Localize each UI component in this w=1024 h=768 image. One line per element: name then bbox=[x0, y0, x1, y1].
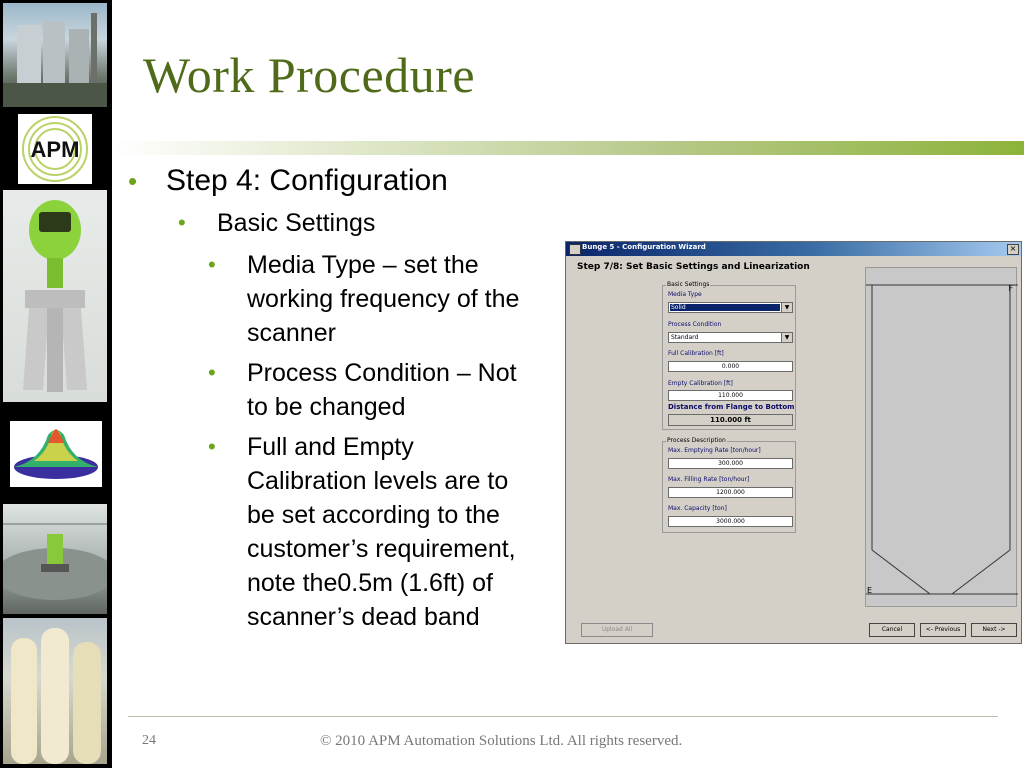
media-type-select[interactable] bbox=[668, 302, 793, 313]
full-calibration-label: Full Calibration [ft] bbox=[668, 350, 724, 357]
bullet-line: note the0.5m (1.6ft) of bbox=[247, 569, 493, 597]
chevron-down-icon[interactable]: ▼ bbox=[781, 333, 792, 342]
process-condition-label: Process Condition bbox=[668, 321, 722, 328]
bullet-icon: • bbox=[208, 360, 216, 385]
bullet-line: working frequency of the bbox=[247, 285, 520, 313]
filling-rate-input[interactable]: 1200.000 bbox=[668, 487, 793, 498]
copyright-notice: © 2010 APM Automation Solutions Ltd. All rights reserved. bbox=[320, 733, 683, 749]
silo-outline bbox=[866, 268, 1018, 608]
storage-silos-photo bbox=[3, 618, 107, 764]
bullet-basic-settings: Basic Settings bbox=[217, 209, 376, 237]
bullet-line: scanner’s dead band bbox=[247, 603, 480, 631]
apm-logo-text: APM bbox=[30, 137, 80, 162]
full-calibration-input[interactable]: 0.000 bbox=[668, 361, 793, 372]
process-description-group bbox=[662, 437, 796, 533]
bullet-icon: • bbox=[208, 434, 216, 459]
group-caption: Process Description bbox=[667, 437, 726, 444]
distance-value: 110.000 ft bbox=[668, 414, 793, 426]
empty-level-marker: E bbox=[867, 586, 873, 595]
distance-label: Distance from Flange to Bottom bbox=[668, 403, 795, 411]
scanner-device-photo bbox=[3, 190, 107, 402]
slide-title: Work Procedure bbox=[143, 47, 476, 103]
bullet-line: scanner bbox=[247, 319, 336, 347]
step-heading: Step 7/8: Set Basic Settings and Linearization bbox=[577, 262, 810, 272]
bullet-line: Calibration levels are to bbox=[247, 467, 509, 495]
silo-diagram bbox=[865, 267, 1017, 607]
capacity-label: Max. Capacity [ton] bbox=[668, 505, 727, 512]
capacity-input[interactable]: 3000.000 bbox=[668, 516, 793, 527]
3d-surface-plot-thumbnail bbox=[10, 421, 102, 487]
installed-scanner-photo bbox=[3, 504, 107, 614]
bullet-line: Full and Empty bbox=[247, 433, 414, 461]
filling-rate-label: Max. Filling Rate [ton/hour] bbox=[668, 476, 750, 483]
window-title: Bunge 5 - Configuration Wizard bbox=[582, 243, 706, 251]
bullet-icon: • bbox=[208, 252, 216, 277]
emptying-rate-label: Max. Emptying Rate [ton/hour] bbox=[668, 447, 761, 454]
silo-plant-photo bbox=[3, 3, 107, 107]
bullet-media-type bbox=[247, 248, 567, 350]
empty-calibration-label: Empty Calibration [ft] bbox=[668, 380, 733, 387]
previous-button[interactable]: <- Previous bbox=[920, 623, 966, 637]
process-condition-value: Standard bbox=[671, 334, 699, 341]
bullet-calibration-levels bbox=[247, 430, 567, 634]
app-icon bbox=[569, 244, 581, 255]
empty-calibration-input[interactable]: 110.000 bbox=[668, 390, 793, 401]
upload-all-button[interactable]: Upload All bbox=[581, 623, 653, 637]
emptying-rate-input[interactable]: 300.000 bbox=[668, 458, 793, 469]
process-condition-select[interactable] bbox=[668, 332, 793, 343]
bullet-process-condition bbox=[247, 356, 567, 424]
cancel-button[interactable]: Cancel bbox=[869, 623, 915, 637]
photo-strip bbox=[0, 0, 112, 768]
full-level-marker: F bbox=[1008, 284, 1013, 293]
bullet-icon: • bbox=[178, 210, 186, 235]
media-type-value: Solid bbox=[670, 304, 780, 311]
bullet-step-4: Step 4: Configuration bbox=[166, 164, 448, 197]
configuration-wizard-window bbox=[565, 241, 1022, 644]
chevron-down-icon[interactable]: ▼ bbox=[781, 303, 792, 312]
media-type-label: Media Type bbox=[668, 291, 702, 298]
bullet-line: Media Type – set the bbox=[247, 251, 479, 279]
apm-logo bbox=[18, 114, 92, 184]
next-button[interactable]: Next -> bbox=[971, 623, 1017, 637]
footer-divider bbox=[128, 716, 998, 717]
bullet-line: be set according to the bbox=[247, 501, 500, 529]
basic-settings-group bbox=[662, 281, 796, 430]
page-number: 24 bbox=[142, 733, 156, 748]
bullet-line: to be changed bbox=[247, 393, 406, 421]
title-divider-bar bbox=[112, 141, 1024, 155]
bullet-line: customer’s requirement, bbox=[247, 535, 516, 563]
bullet-line: Process Condition – Not bbox=[247, 359, 517, 387]
close-icon[interactable]: × bbox=[1007, 244, 1019, 255]
window-title-bar[interactable] bbox=[566, 242, 1021, 256]
group-caption: Basic Settings bbox=[667, 281, 710, 288]
bullet-icon: • bbox=[128, 166, 138, 196]
